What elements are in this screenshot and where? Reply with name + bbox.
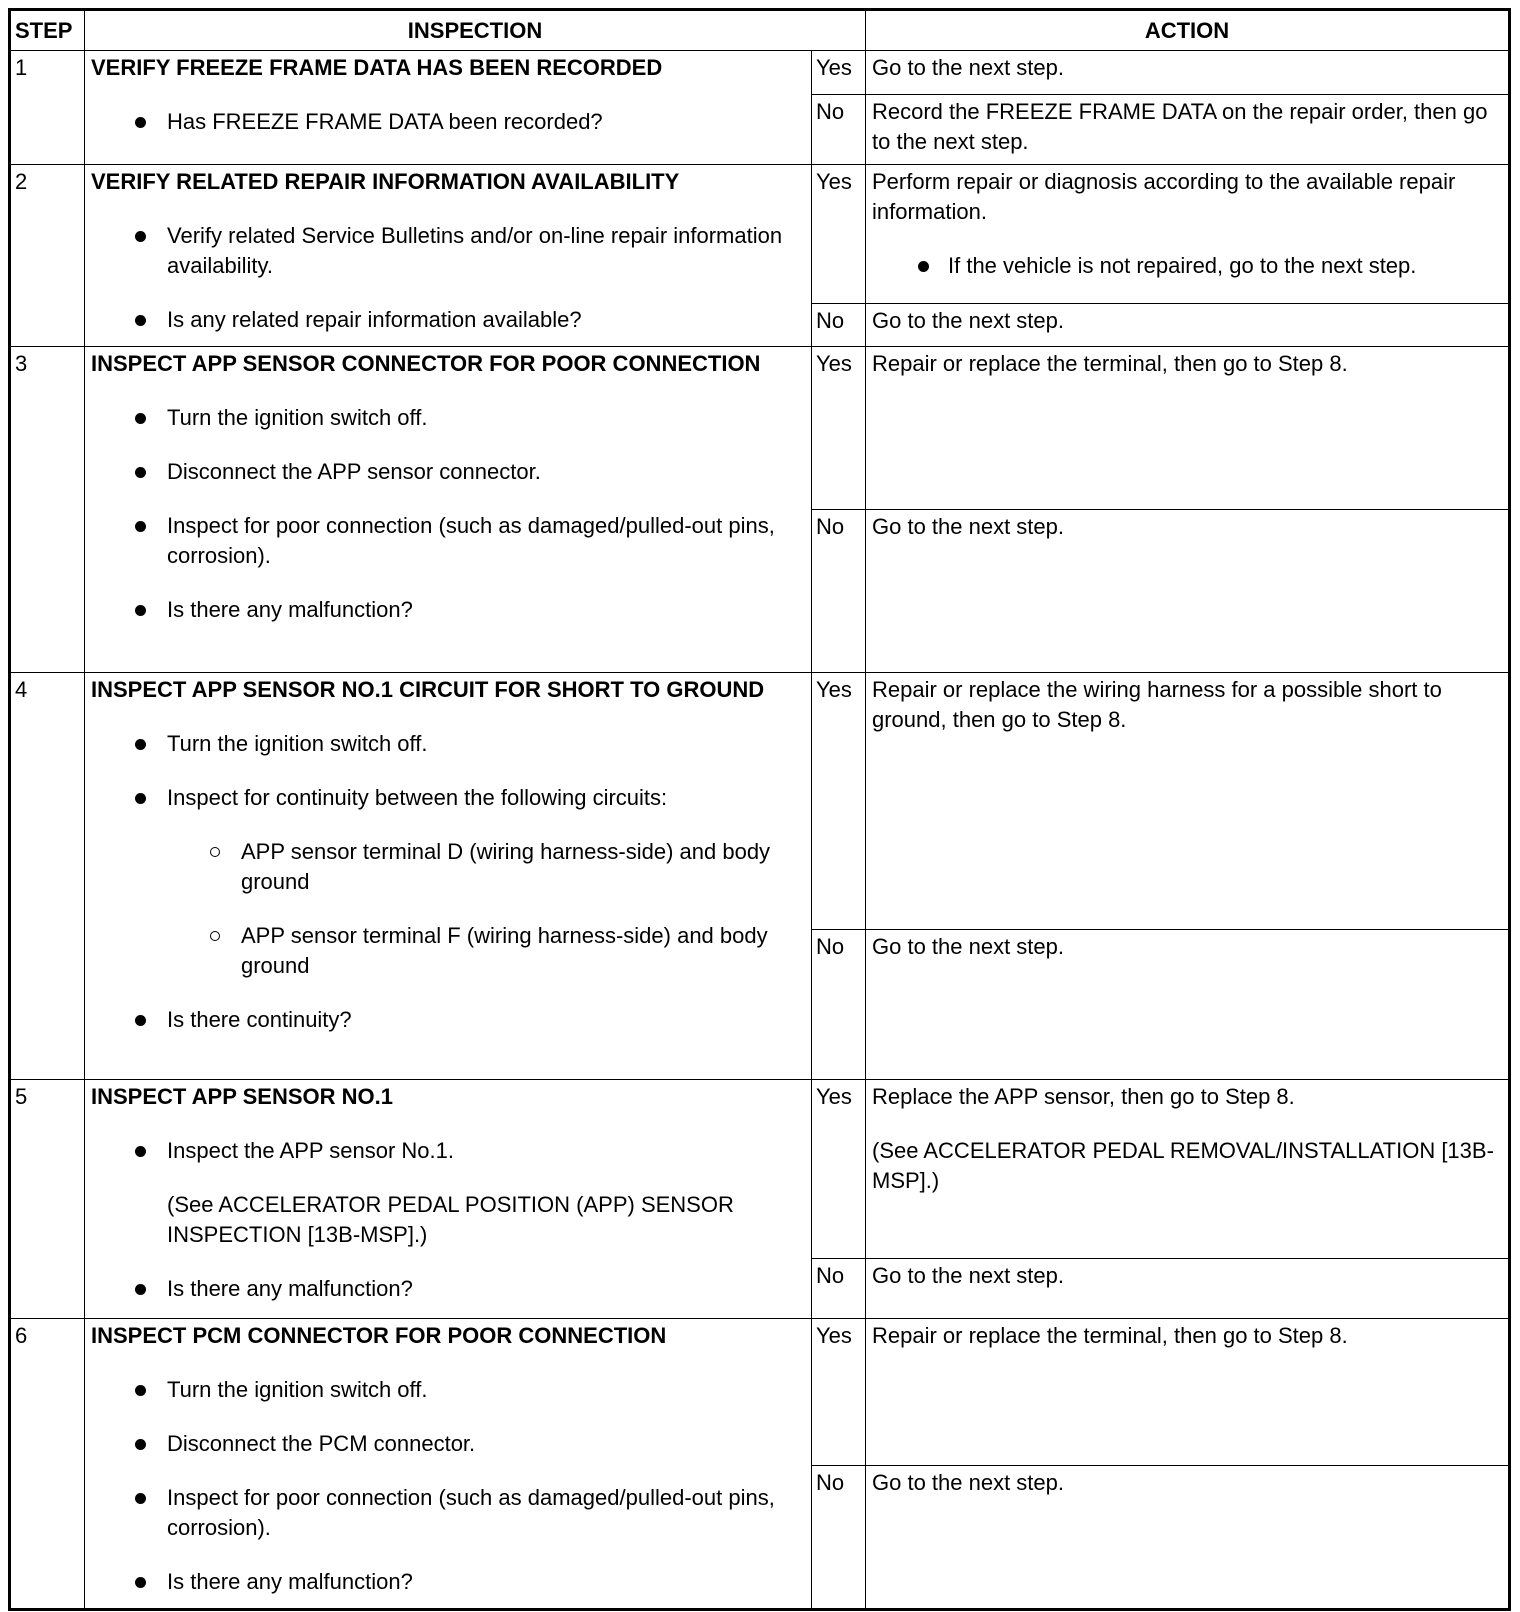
action-text: Repair or replace the terminal, then go to Step 8. (872, 1323, 1348, 1348)
inspection-item: Inspect the APP sensor No.1. (91, 1136, 805, 1166)
yes-label: Yes (812, 347, 866, 510)
inspection-item: Is any related repair information available? (91, 305, 805, 335)
inspection-item: Verify related Service Bulletins and/or on-line repair information availability. (91, 221, 805, 281)
inspection-item: Inspect for poor connection (such as damaged/pulled-out pins, corrosion). (91, 511, 805, 571)
no-action-cell (866, 95, 1510, 165)
step-title: VERIFY FREEZE FRAME DATA HAS BEEN RECORDED (91, 55, 663, 80)
no-label: No (812, 510, 866, 673)
no-label: No (812, 1259, 866, 1319)
yes-action-cell (866, 1319, 1510, 1466)
yes-action-cell (866, 673, 1510, 930)
header-step: STEP (10, 10, 85, 51)
header-inspection: INSPECTION (85, 10, 866, 51)
step-title: INSPECT APP SENSOR NO.1 (91, 1084, 393, 1109)
no-label: No (812, 930, 866, 1080)
action-text: Go to the next step. (872, 55, 1065, 80)
inspection-cell (85, 673, 812, 1080)
action-text: Go to the next step. (872, 1470, 1065, 1495)
yes-action-cell (866, 165, 1510, 304)
step-number: 6 (10, 1319, 85, 1610)
inspection-item: Turn the ignition switch off. (91, 729, 805, 759)
action-text: (See ACCELERATOR PEDAL REMOVAL/INSTALLATION [13B-MSP].) (872, 1138, 1494, 1193)
no-action-cell (866, 1466, 1510, 1610)
inspection-item: Is there any malfunction? (91, 595, 805, 625)
inspection-item: Has FREEZE FRAME DATA been recorded? (91, 107, 805, 137)
table-row (10, 165, 1510, 304)
step-number: 1 (10, 51, 85, 165)
table-row (10, 1319, 1510, 1466)
diagnostic-procedure-table (8, 8, 1511, 1611)
yes-label: Yes (812, 165, 866, 304)
step-title: INSPECT APP SENSOR CONNECTOR FOR POOR CONNECTION (91, 351, 761, 376)
inspection-item: Is there any malfunction? (91, 1274, 805, 1304)
inspection-item: (See ACCELERATOR PEDAL POSITION (APP) SENSOR INSPECTION [13B-MSP].) (167, 1192, 734, 1247)
action-text: If the vehicle is not repaired, go to the next step. (872, 251, 1502, 281)
table-row (10, 1080, 1510, 1259)
step-number: 2 (10, 165, 85, 347)
yes-label: Yes (812, 1319, 866, 1466)
table-row (10, 673, 1510, 930)
inspection-cell (85, 347, 812, 673)
action-text: Perform repair or diagnosis according to the available repair information. (872, 169, 1456, 224)
action-text: Replace the APP sensor, then go to Step 8. (872, 1084, 1295, 1109)
action-text: Record the FREEZE FRAME DATA on the repair order, then go to the next step. (872, 99, 1488, 154)
inspection-cell (85, 165, 812, 347)
yes-action-cell (866, 51, 1510, 95)
yes-label: Yes (812, 1080, 866, 1259)
yes-action-cell (866, 1080, 1510, 1259)
no-action-cell (866, 930, 1510, 1080)
inspection-item: Is there any malfunction? (91, 1567, 805, 1597)
inspection-item: APP sensor terminal D (wiring harness-side) and body ground (91, 837, 805, 897)
no-action-cell (866, 510, 1510, 673)
inspection-item: Turn the ignition switch off. (91, 403, 805, 433)
no-action-cell (866, 304, 1510, 347)
step-number: 4 (10, 673, 85, 1080)
no-label: No (812, 304, 866, 347)
no-label: No (812, 95, 866, 165)
no-label: No (812, 1466, 866, 1610)
inspection-item: Disconnect the APP sensor connector. (91, 457, 805, 487)
step-title: VERIFY RELATED REPAIR INFORMATION AVAILABILITY (91, 169, 680, 194)
step-number: 5 (10, 1080, 85, 1319)
inspection-cell (85, 1080, 812, 1319)
table-row (10, 347, 1510, 510)
action-text: Go to the next step. (872, 1263, 1065, 1288)
inspection-item: Is there continuity? (91, 1005, 805, 1035)
inspection-item: Inspect for continuity between the following circuits: (91, 783, 805, 813)
inspection-cell (85, 1319, 812, 1610)
action-text: Go to the next step. (872, 934, 1065, 959)
yes-label: Yes (812, 51, 866, 95)
action-text: Go to the next step. (872, 514, 1065, 539)
no-action-cell (866, 1259, 1510, 1319)
yes-action-cell (866, 347, 1510, 510)
inspection-item: Turn the ignition switch off. (91, 1375, 805, 1405)
step-title: INSPECT APP SENSOR NO.1 CIRCUIT FOR SHORT TO GROUND (91, 677, 765, 702)
inspection-item: Disconnect the PCM connector. (91, 1429, 805, 1459)
action-text: Repair or replace the wiring harness for a possible short to ground, then go to Step 8. (872, 677, 1442, 732)
step-number: 3 (10, 347, 85, 673)
inspection-cell (85, 51, 812, 165)
inspection-item: APP sensor terminal F (wiring harness-side) and body ground (91, 921, 805, 981)
yes-label: Yes (812, 673, 866, 930)
action-text: Repair or replace the terminal, then go to Step 8. (872, 351, 1348, 376)
inspection-item: Inspect for poor connection (such as damaged/pulled-out pins, corrosion). (91, 1483, 805, 1543)
table-row (10, 51, 1510, 95)
header-action: ACTION (866, 10, 1510, 51)
step-title: INSPECT PCM CONNECTOR FOR POOR CONNECTION (91, 1323, 667, 1348)
action-text: Go to the next step. (872, 308, 1065, 333)
